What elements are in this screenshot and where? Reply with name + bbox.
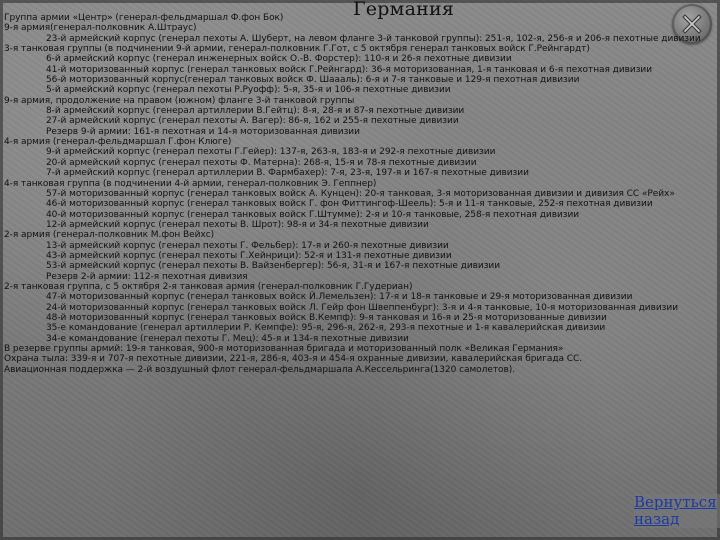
text-line: 9-я армия, продолжение на правом (южном) фланге 3-й танковой группы: [4, 95, 355, 106]
back-link[interactable]: [634, 494, 720, 528]
text-line: 9-й армейский корпус (генерал пехоты Г.Гейер): 137-я, 263-я, 183-я и 292-я пехотные дивизии: [46, 147, 496, 158]
text-line: Охрана тыла: 339-я и 707-я пехотные дивизии, 221-я, 286-я, 403-я и 454-я охранные дивизии, кавалерийская бригада СС.: [4, 354, 583, 365]
text-line: 34-е командование (генерал пехоты Г. Мец): 45-я и 134-я пехотные дивизии: [46, 333, 409, 344]
text-line: 41-й моторизованный корпус (генерал танковых войск Г.Рейнгард): 36-я моторизованная, 1-я танковая и 6-я пехотная дивизии: [46, 64, 653, 75]
order-of-battle-text: [4, 13, 716, 375]
text-line: 6-й армейский корпус (генерал инженерных войск О.-В. Форстер): 110-я и 26-я пехотные дивизии: [46, 54, 512, 65]
text-line: 5-й армейский корпус (генерал пехоты Р.Руофф): 5-я, 35-я и 106-я пехотные дивизии: [46, 85, 451, 96]
text-line: 53-й армейский корпус (генерал пехоты В. Вайзенбергер): 56-я, 31-я и 167-я пехотные дивизии: [46, 261, 501, 272]
text-line: 4-я армия (генерал-фельдмаршал Г.фон Клюге): [4, 137, 232, 148]
back-link-line2: назад: [634, 510, 680, 528]
text-line: 48-й моторизованный корпус (генерал танковых войск В.Кемпф): 9-я танковая и 16-я и 25-я моторизованные дивизии: [46, 312, 607, 323]
text-line: 12-й армейский корпус (генерал пехоты В. Шрот): 98-я и 34-я пехотные дивизии: [46, 219, 429, 230]
text-line: 13-й армейский корпус (генерал пехоты Г. Фельбер): 17-я и 260-я пехотные дивизии: [46, 240, 449, 251]
text-line: 27-й армейский корпус (генерал пехоты А. Вагер): 86-я, 162 и 255-я пехотные дивизии: [46, 116, 459, 127]
page-title: Германия: [353, 0, 455, 20]
text-line: 20-й армейский корпус (генерал пехоты Ф. Матерна): 268-я, 15-я и 78-я пехотные дивизии: [46, 157, 477, 168]
text-line: 40-й моторизованный корпус (генерал танковых войск Г.Штумме): 2-я и 10-я танковые, 258-я пехотная дивизии: [46, 209, 580, 220]
text-line: 2-я танковая группа, с 5 октября 2-я танковая армия (генерал-полковник Г.Гудериан): [4, 281, 413, 292]
text-line: Резерв 9-й армии: 161-я пехотная и 14-я моторизованная дивизии: [46, 126, 360, 137]
text-line: Авиационная поддержка — 2-й воздушный флот генерал-фельдмаршала А.Кессельринга(1320 самолетов).: [4, 364, 516, 375]
text-line: 9-я армия(генерал-полковник А.Штраус): [4, 23, 197, 34]
text-line: 43-й армейский корпус (генерал пехоты Г.Хейнрици): 52-я и 131-я пехотные дивизии: [46, 250, 452, 261]
text-line: В резерве группы армий: 19-я танковая, 900-я моторизованная бригада и моторизованный полк «Великая Германия»: [4, 344, 564, 354]
text-line: 47-й моторизованный корпус (генерал танковых войск Й.Лемельзен): 17-я и 18-я танковые и 29-я моторизованная дивизии: [46, 292, 633, 303]
text-line: Группа армии «Центр» (генерал-фельдмаршал Ф.фон Бок): [4, 13, 284, 23]
text-line: Резерв 2-й армии: 112-я пехотная дивизия: [46, 271, 248, 282]
text-line: 3-я танковая группы (в подчинении 9-й армии, генерал-полковник Г.Гот, с 5 октября генерал танковых войск Г.Рейнгардт): [4, 44, 590, 55]
text-line: 56-й моторизованный корпус(генерал танковых войск Ф. Шаааль): 6-я и 7-я танковые и 129-я пехотная дивизии: [46, 75, 580, 86]
text-line: 4-я танковая группа (в подчинении 4-й армии, генерал-полковник Э. Геппнер): [4, 178, 377, 189]
text-line: 46-й моторизованный корпус (генерал танковых войск Г. фон Фиттингоф-Шеель): 5-я и 11-я танковые, 252-я пехотная дивизии: [46, 199, 653, 210]
text-line: 24-й моторизованный корпус (генерал танковых войск Л. Гейр фон Швеппенбург): 3-я и 4-я танковые, 10-я моторизованная дивизии: [46, 302, 678, 313]
back-link-line1: Вернуться: [634, 493, 717, 511]
text-line: 7-й армейский корпус (генерал артиллерии В. Фармбахер): 7-я, 23-я, 197-я и 167-я пехотные дивизии: [46, 168, 529, 179]
text-line: 8-й армейский корпус (генерал артиллерии В.Гейтц): 8-я, 28-я и 87-я пехотные дивизии: [46, 106, 465, 117]
text-line: 23-й армейский корпус (генерал пехоты А. Шуберт, на левом фланге 3-й танковой группы): 251-я, 102-я, 256-я и 206-я пехотные дивизии: [46, 33, 701, 44]
text-line: 2-я армия (генерал-полковник М.фон Вейхс): [4, 230, 215, 241]
text-line: 57-й моторизованный корпус (генерал танковых войск А. Кунцен): 20-я танковая, 3-я моторизованная дивизии и дивизия СС «Рейх»: [46, 188, 675, 199]
text-line: 35-е командование (генерал артиллерии Р. Кемпфе): 95-я, 296-я, 262-я, 293-я пехотные и 1-я кавалерийская дивизии: [46, 323, 606, 334]
